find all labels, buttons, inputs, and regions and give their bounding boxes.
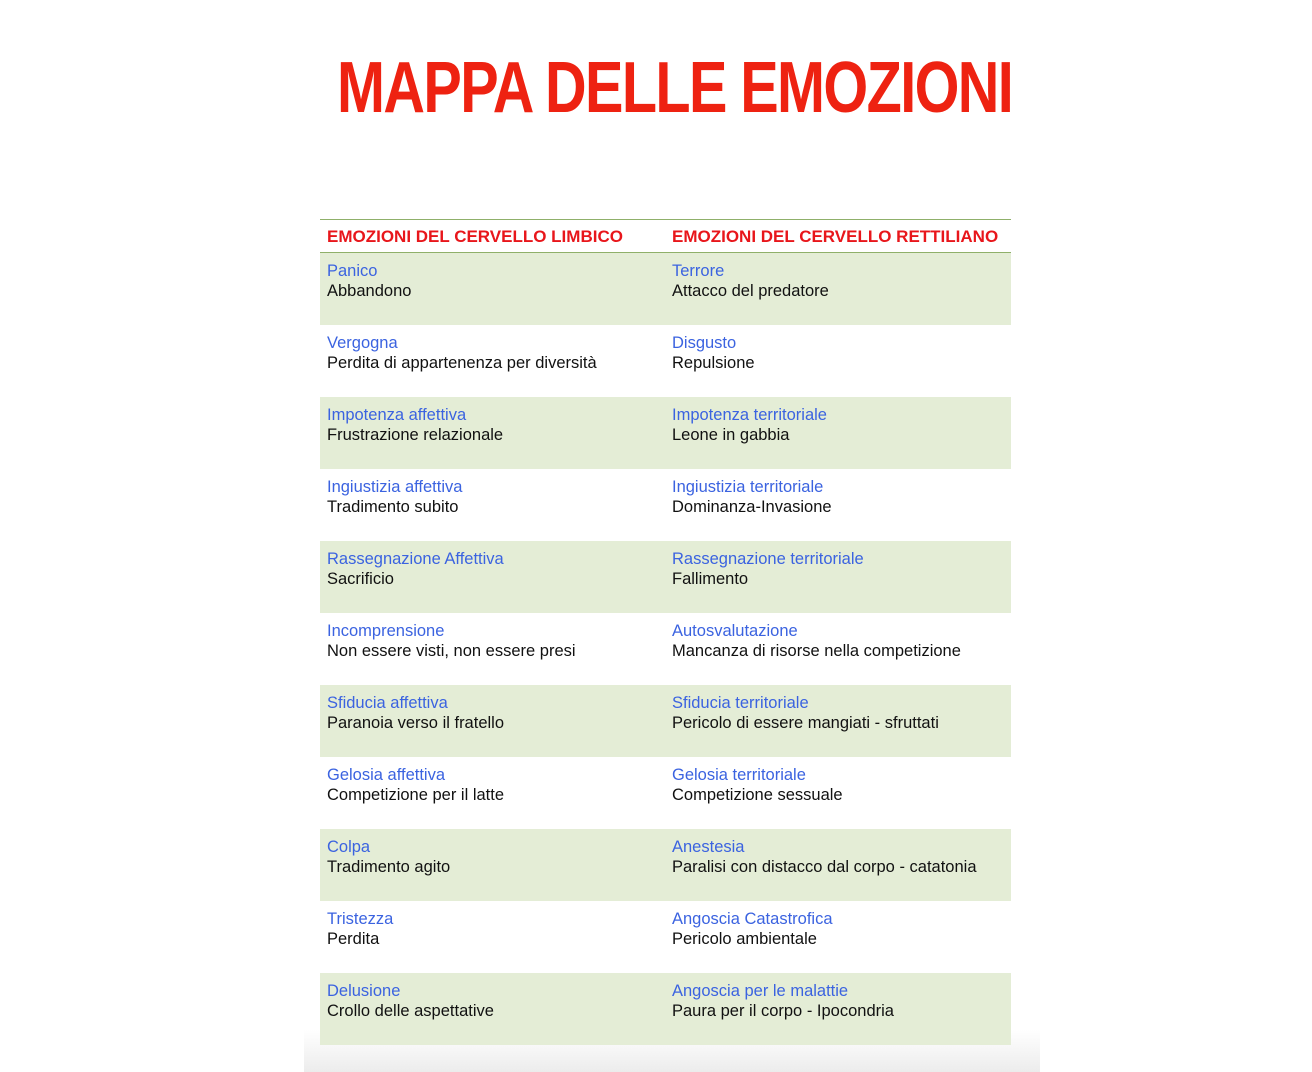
reptilian-emotion-description: Paralisi con distacco dal corpo - catatonia: [672, 858, 977, 876]
limbic-emotion-description: Competizione per il latte: [327, 786, 505, 804]
table-header-row: [320, 220, 1011, 253]
table-row: [320, 973, 1011, 1045]
reptilian-emotion-description: Repulsione: [672, 354, 755, 372]
limbic-cell: [320, 261, 665, 325]
reptilian-cell: [665, 693, 1011, 757]
reptilian-emotion-description: Paura per il corpo - Ipocondria: [672, 1002, 894, 1020]
reptilian-cell: [665, 477, 1011, 541]
limbic-cell: [320, 765, 665, 829]
table-row: [320, 541, 1011, 613]
reptilian-emotion-name: Rassegnazione territoriale: [672, 550, 864, 568]
limbic-emotion-name: Impotenza affettiva: [327, 406, 467, 424]
reptilian-emotion-description: Fallimento: [672, 570, 749, 588]
limbic-emotion-name: Panico: [327, 262, 378, 280]
reptilian-emotion-name: Angoscia per le malattie: [672, 982, 849, 1000]
reptilian-cell: [665, 837, 1011, 901]
table-row: [320, 613, 1011, 685]
reptilian-emotion-description: Leone in gabbia: [672, 426, 790, 444]
reptilian-emotion-name: Anestesia: [672, 838, 745, 856]
reptilian-emotion-description: Pericolo di essere mangiati - sfruttati: [672, 714, 939, 732]
limbic-emotion-name: Sfiducia affettiva: [327, 694, 448, 712]
limbic-emotion-description: Perdita: [327, 930, 380, 948]
reptilian-emotion-description: Dominanza-Invasione: [672, 498, 832, 516]
table-row: [320, 253, 1011, 325]
table-row: [320, 469, 1011, 541]
reptilian-cell: [665, 405, 1011, 469]
header-limbic: EMOZIONI DEL CERVELLO LIMBICO: [327, 227, 623, 246]
limbic-cell: [320, 477, 665, 541]
reptilian-emotion-name: Autosvalutazione: [672, 622, 798, 640]
limbic-emotion-description: Perdita di appartenenza per diversità: [327, 354, 597, 372]
reptilian-emotion-description: Mancanza di risorse nella competizione: [672, 642, 961, 660]
reptilian-emotion-name: Angoscia Catastrofica: [672, 910, 833, 928]
table-row: [320, 397, 1011, 469]
reptilian-emotion-name: Terrore: [672, 262, 725, 280]
limbic-cell: [320, 837, 665, 901]
table-row: [320, 757, 1011, 829]
emotions-table: [320, 219, 1011, 1045]
limbic-emotion-description: Paranoia verso il fratello: [327, 714, 505, 732]
limbic-cell: [320, 909, 665, 973]
table-row: [320, 325, 1011, 397]
reptilian-cell: [665, 765, 1011, 829]
limbic-emotion-description: Non essere visti, non essere presi: [327, 642, 576, 660]
limbic-emotion-description: Frustrazione relazionale: [327, 426, 504, 444]
header-reptilian: EMOZIONI DEL CERVELLO RETTILIANO: [672, 227, 999, 246]
reptilian-emotion-name: Disgusto: [672, 334, 737, 352]
limbic-emotion-name: Tristezza: [327, 910, 394, 928]
reptilian-emotion-name: Gelosia territoriale: [672, 766, 806, 784]
limbic-emotion-description: Tradimento subito: [327, 498, 459, 516]
table-row: [320, 829, 1011, 901]
table-row: [320, 901, 1011, 973]
limbic-emotion-name: Vergogna: [327, 334, 398, 352]
limbic-cell: [320, 981, 665, 1045]
limbic-cell: [320, 549, 665, 613]
reptilian-emotion-name: Sfiducia territoriale: [672, 694, 809, 712]
table-row: [320, 685, 1011, 757]
reptilian-emotion-description: Competizione sessuale: [672, 786, 843, 804]
table-body: [320, 253, 1011, 1045]
limbic-emotion-description: Tradimento agito: [327, 858, 451, 876]
limbic-emotion-description: Abbandono: [327, 282, 412, 300]
limbic-emotion-description: Crollo delle aspettative: [327, 1002, 494, 1020]
limbic-emotion-name: Rassegnazione Affettiva: [327, 550, 504, 568]
reptilian-cell: [665, 333, 1011, 397]
reptilian-cell: [665, 261, 1011, 325]
reptilian-cell: [665, 981, 1011, 1045]
reptilian-emotion-name: Impotenza territoriale: [672, 406, 827, 424]
limbic-emotion-name: Gelosia affettiva: [327, 766, 446, 784]
limbic-emotion-name: Colpa: [327, 838, 371, 856]
reptilian-emotion-name: Ingiustizia territoriale: [672, 478, 824, 496]
page-title: MAPPA DELLE EMOZIONI: [337, 48, 1013, 128]
limbic-emotion-name: Delusione: [327, 982, 401, 1000]
reptilian-emotion-description: Attacco del predatore: [672, 282, 829, 300]
reptilian-cell: [665, 621, 1011, 685]
limbic-emotion-name: Incomprensione: [327, 622, 445, 640]
limbic-emotion-description: Sacrificio: [327, 570, 394, 588]
limbic-cell: [320, 621, 665, 685]
limbic-cell: [320, 405, 665, 469]
limbic-cell: [320, 333, 665, 397]
limbic-cell: [320, 693, 665, 757]
reptilian-emotion-description: Pericolo ambientale: [672, 930, 817, 948]
reptilian-cell: [665, 909, 1011, 973]
reptilian-cell: [665, 549, 1011, 613]
limbic-emotion-name: Ingiustizia affettiva: [327, 478, 463, 496]
